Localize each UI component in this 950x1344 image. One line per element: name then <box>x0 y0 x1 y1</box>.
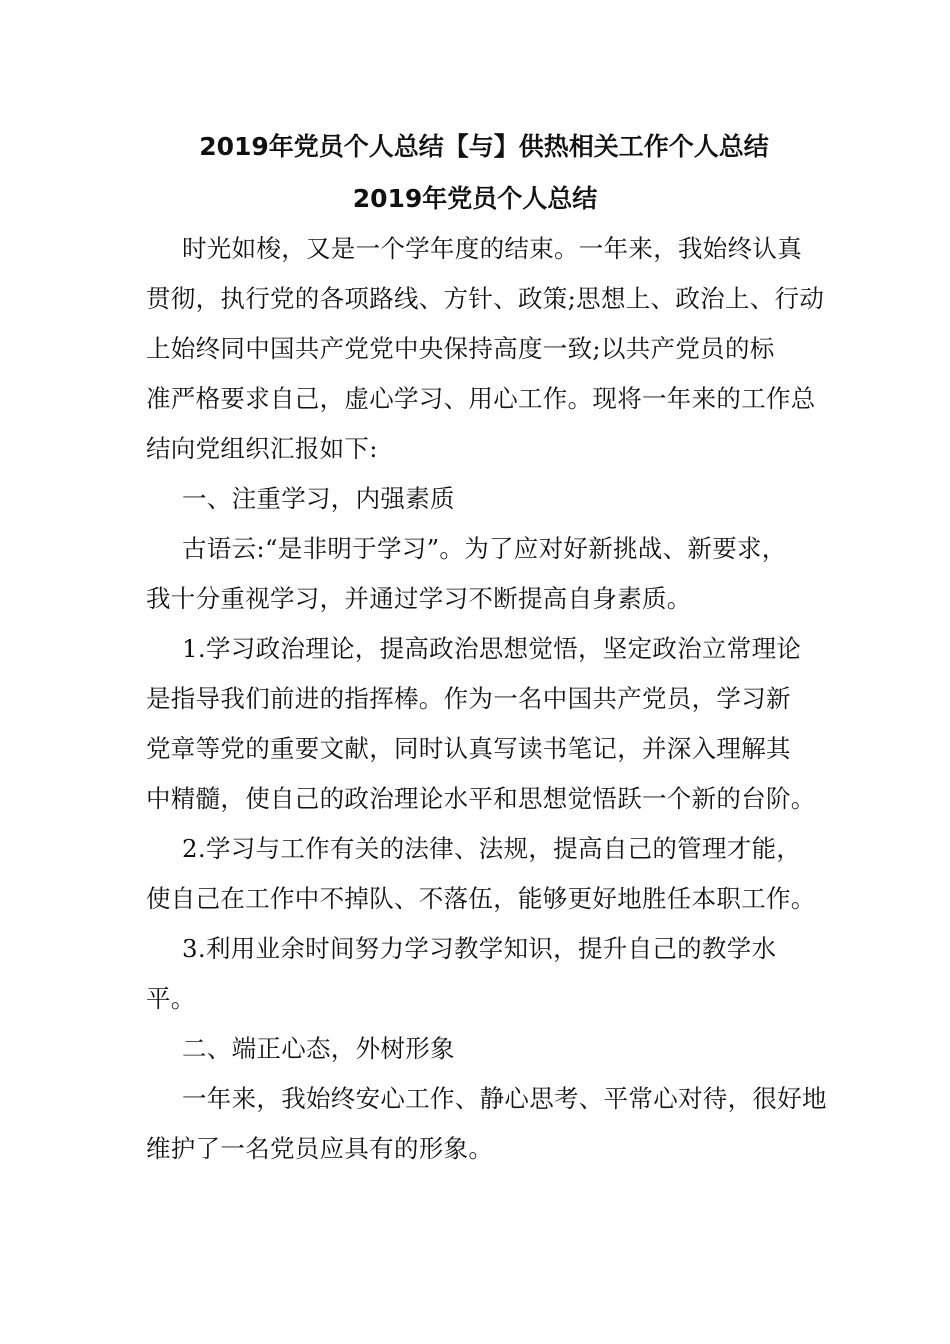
paragraph-line: 1.学习政治理论，提高政治思想觉悟，坚定政治立常理论 <box>182 634 802 663</box>
paragraph-line: 2.学习与工作有关的法律、法规，提高自己的管理才能， <box>182 834 802 863</box>
paragraph-line: 是指导我们前进的指挥棒。作为一名中国共产党员，学习新 <box>146 684 791 713</box>
paragraph-line: 中精髓，使自己的政治理论水平和思想觉悟跃一个新的台阶。 <box>146 784 816 813</box>
paragraph-line: 使自己在工作中不掉队、不落伍，能够更好地胜任本职工作。 <box>146 884 816 913</box>
paragraph-line: 党章等党的重要文献，同时认真写读书笔记，并深入理解其 <box>146 734 791 763</box>
document-title: 2019年党员个人总结【与】供热相关工作个人总结 <box>199 132 769 161</box>
paragraph-line: 我十分重视学习，并通过学习不断提高自身素质。 <box>146 584 692 613</box>
section-heading: 一、注重学习，内强素质 <box>182 484 455 513</box>
paragraph-line: 时光如梭，又是一个学年度的结束。一年来，我始终认真 <box>182 234 802 263</box>
paragraph-line: 3.利用业余时间努力学习教学知识，提升自己的教学水 <box>182 934 777 963</box>
paragraph-line: 贯彻，执行党的各项路线、方针、政策;思想上、政治上、行动 <box>146 284 825 313</box>
paragraph-line: 结向党组织汇报如下: <box>146 434 378 463</box>
section-title: 2019年党员个人总结 <box>352 184 598 213</box>
paragraph-line: 准严格要求自己，虚心学习、用心工作。现将一年来的工作总 <box>146 384 816 413</box>
paragraph-line: 平。 <box>146 984 196 1013</box>
paragraph-line: 维护了一名党员应具有的形象。 <box>146 1134 494 1163</box>
paragraph-line: 上始终同中国共产党党中央保持高度一致;以共产党员的标 <box>146 334 775 363</box>
paragraph-line: 一年来，我始终安心工作、静心思考、平常心对待，很好地 <box>182 1084 827 1113</box>
paragraph-line: 古语云:“是非明于学习”。为了应对好新挑战、新要求， <box>182 534 787 563</box>
section-heading: 二、端正心态，外树形象 <box>182 1034 455 1063</box>
